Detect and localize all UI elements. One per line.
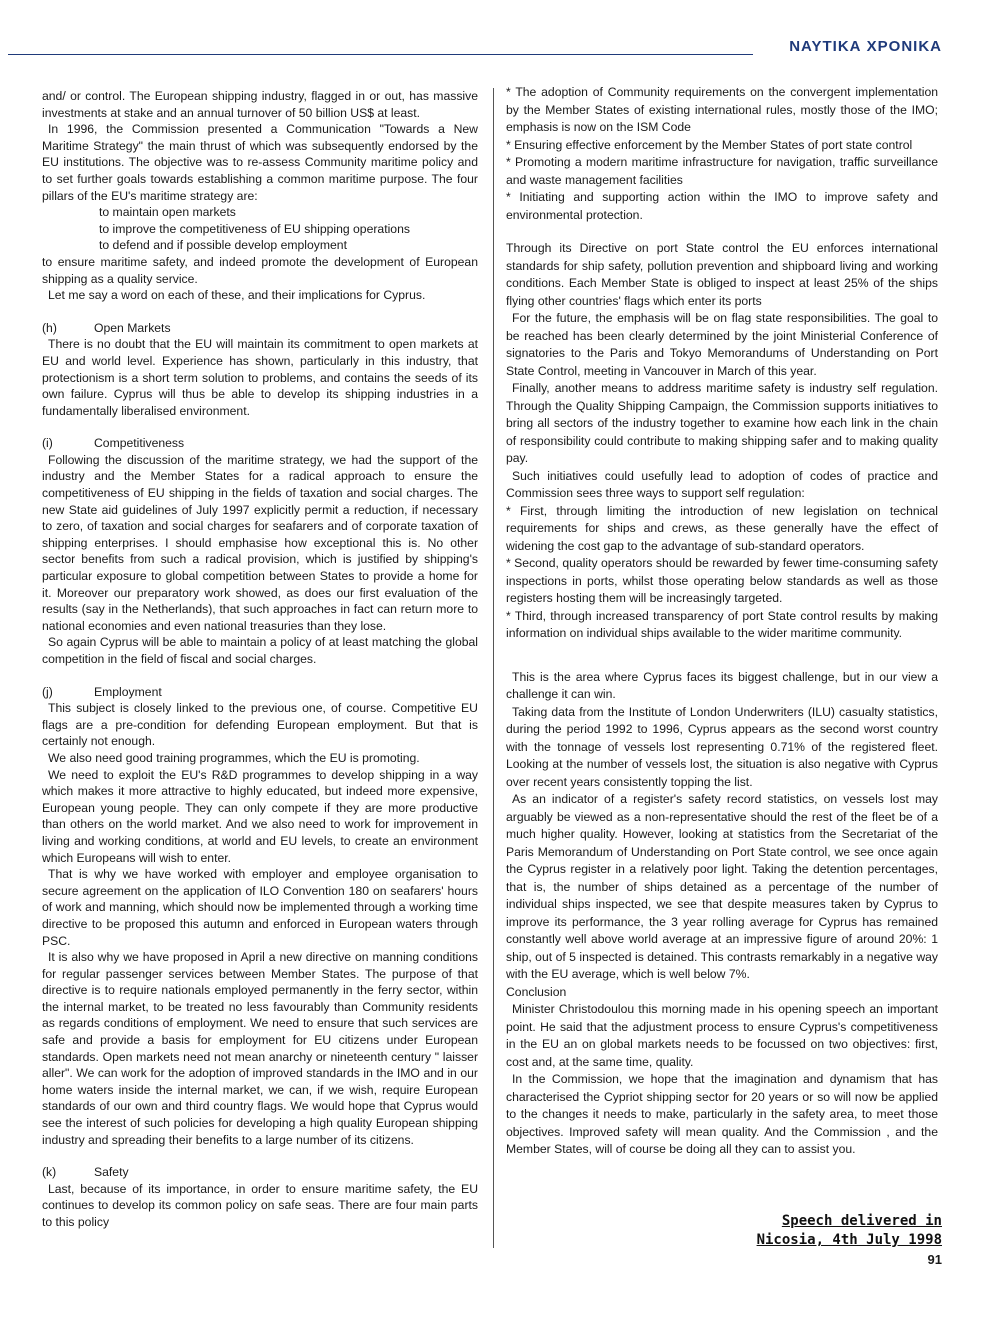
paragraph: Following the discussion of the maritime strategy, we had the support of the industry and the Member States for a radical approach to ensure the competitiveness of EU shipping in the fields of taxation and social charges. The new State aid guidelines of July 1997 explicitly permit a reduction, if necessary to zero, of taxation and social charges for seafarers and of corporate taxation of shipping enterprises. I should emphasise how exceptional this is. No other sector benefits from such a radical provision, which is justified by shipping's particular exposure to global competition between States to provide a home for it. Moreover our preparatory work showed, as does our first evaluation of the results (say in the Netherlands), that such approaches in fact can return more to national economies and even national treasuries than they lose. [42,452,478,633]
paragraph: Finally, another means to address maritime safety is industry self regulation. Through the Quality Shipping Campaign, the Commission supports initiatives to bring all sectors of the industry together to examine how each link in the chain of responsibility could contribute to making shipping safer and to making quality pay. [506,381,938,465]
paragraph: There is no doubt that the EU will maintain its commitment to open markets at EU and world level. Experience has shown, particularly in this industry, that protectionism is a short term solution to problems, and contains the seeds of its own failure. Cyprus will thus be able to develop its shipping industries in a fundamentally liberalised environment. [42,337,478,418]
section-heading-competitiveness [42,435,478,452]
paragraph: In the Commission, we hope that the imagination and dynamism that has characterised the Cypriot shipping sector for 20 years or so will now be applied to the changes it needs to make, particularly in the safety area, to meet those objectives. Improved safety will mean quality. And the Commission , and the Member States, will of course be doing all they can to assist you. [506,1072,938,1156]
left-column [42,88,478,1231]
column-divider [493,88,494,1248]
signature-line: Nicosia, 4th July 1998 [756,1232,942,1248]
pillar-item: to improve the competitiveness of EU shipping operations [99,221,410,236]
pillar-item: to defend and if possible develop employment [99,238,347,253]
section-heading-employment [42,684,478,701]
section-number: (i) [42,436,53,451]
conclusion-heading: Conclusion [506,984,567,999]
paragraph: This subject is closely linked to the previous one, of course. Competitive EU flags are a pre-condition for defending European employment. But that is certainly not enough. [42,701,478,749]
paragraph: So again Cyprus will be able to maintain a policy of at least matching the global competition in the field of fiscal and social charges. [42,635,478,666]
page-number: 91 [927,1252,942,1267]
signature-line: Speech delivered in [781,1213,942,1229]
paragraph: Last, because of its importance, in order to ensure maritime safety, the EU continues to develop its common policy on safe seas. There are four main parts to this policy [42,1181,478,1229]
paragraph: This is the area where Cyprus faces its biggest challenge, but in our view a challenge it can win. [506,669,938,701]
paragraph: As an indicator of a register's safety record statistics, on vessels lost may arguably be viewed as a non-representative should the rest of the fleet be of a much higher quality. However, looking at statistics from the Secretariat of the Paris Memorandum of Understanding on Port State control, we see once again the Cyprus register in a relatively poor light. Taking the detention percentages, that is, the number of ships detained as a percentage of the number of individual ships inspected, we see that despite measures taken by Cyprus to improve its performance, the 3 year rolling average for Cyprus has remained constantly well above world average at an impressive figure of around 20%: 1 ship, out of 5 inspected is detained. This contrasts remarkably in a negative way with the EU average, which is well below 7%. [506,792,938,981]
section-number: (k) [42,1165,57,1180]
pillar-item: to maintain open markets [99,205,236,220]
bullet-item: * Initiating and supporting action within the IMO to improve safety and environmental protection. [506,190,938,222]
section-heading-open-markets [42,320,478,337]
header-rule [8,54,753,55]
bullet-item: * Ensuring effective enforcement by the Member States of port state control [506,137,913,152]
paragraph: Such initiatives could usefully lead to adoption of codes of practice and Commission sees three ways to support self regulation: [506,468,938,500]
paragraph: to ensure maritime safety, and indeed promote the development of European shipping as a quality service. [42,254,478,286]
section-title: Open Markets [94,320,171,335]
paragraph: We also need good training programmes, which the EU is promoting. [48,750,420,765]
paragraph: Let me say a word on each of these, and their implications for Cyprus. [48,288,426,303]
paragraph: Minister Christodoulou this morning made in his opening speech an important point. He said that the adjustment process to ensure Cyprus's competitiveness in the EU an on global markets needs to be focussed on two objectives: first, cost and, at the same time, quality. [506,1002,938,1069]
section-title: Safety [94,1165,129,1180]
section-title: Competitiveness [94,436,185,451]
paragraph: That is why we have worked with employer and employee organisation to secure agreement on the application of ILO Convention 180 on seafarers' hours of work and manning, which should now be implemented through a working time directive to be proposed this autumn and enforced in European waters through PSC. [42,867,478,948]
paragraph: Through its Directive on port State control the EU enforces international standards for ship safety, pollution prevention and shipboard living and working conditions. Each Member State is obliged to inspect at least 25% of the ships flying other countries' flags which enter its ports [506,241,938,308]
paragraph: In 1996, the Commission presented a Communication "Towards a New Maritime Strategy" the main thrust of which was subsequently endorsed by the EU institutions. The objective was to re-assess Community maritime policy and to set further goals towards establishing a common maritime purpose. The four pillars of the EU's maritime strategy are: [42,122,478,203]
paragraph: For the future, the emphasis will be on flag state responsibilities. The goal to be reached has been clearly determined by the joint Ministerial Conference of signatories to the Paris and Tokyo Memorandums of Understanding on Port State Control, meeting in Vancouver in March of this year. [506,311,938,378]
bullet-item: * Second, quality operators should be rewarded by fewer time-consuming safety inspections in ports, whilst those operating below standards as well as those registers hosting them will be increasingly targeted. [506,556,938,605]
bullet-item: * Third, through increased transparency of port State control results by making information on individual ships available to the wider maritime community. [506,608,938,640]
bullet-item: * First, through limiting the introduction of new legislation on technical requirements for ships and crews, as these generally have the effect of widening the cost gap to the advantage of sub-standard operators. [506,503,938,553]
speech-signature [757,1212,942,1250]
paragraph: and/ or control. The European shipping industry, flagged in or out, has massive investments at stake and an annual turnover of 50 billion US$ at least. [42,89,478,120]
section-number: (h) [42,320,57,335]
bullet-item: * Promoting a modern maritime infrastructure for navigation, traffic surveillance and waste management facilities [506,155,938,187]
bullet-item: * The adoption of Community requirements on the convergent implementation by the Member States of existing international rules, mostly those of the IMO; emphasis is now on the ISM Code [506,85,938,134]
section-number: (j) [42,684,53,699]
paragraph: Taking data from the Institute of London Underwriters (ILU) casualty statistics, during the period 1992 to 1996, Cyprus appears as the second worst country with the tonnage of vessels lost representing 0.71% of the registered fleet. Looking at the number of vessels lost, the situation is also negative with Cyprus over recent years consistently topping the list. [506,704,938,789]
magazine-title: ΝΑΥΤΙΚΑ ΧΡΟΝΙΚΑ [789,38,942,55]
section-title: Employment [94,684,162,699]
paragraph: We need to exploit the EU's R&D programmes to develop shipping in a way which makes it more attractive to highly educated, but indeed more expensive, European young people. They can only compete if they are more productive than others on the world market. And we also need to work for improvement in living and working conditions, at world and EU levels, to create an environment which Europeans will wish to enter. [42,767,478,865]
section-heading-safety [42,1164,478,1181]
right-column [506,84,938,1159]
paragraph: It is also why we have proposed in April a new directive on manning conditions for regular passenger services between Member States. The purpose of that directive is to require nationals employed permanently in the ferry sector, within the internal market, to be treated no less favourably than Community residents as regards conditions of employment. We need to ensure that such services are safe and provide a basis for employment for EU citizens under European standards. Open markets need not mean anarchy or nineteenth century " laisser aller". We can work for the adoption of improved standards in the IMO and in our home waters inside the internal market, we can, if we wish, require European standards of our own and third country flags. We would hope that Cyprus would see the interest of such policies for developing a high quality European shipping industry and spreading their benefits to a large number of its citizens. [42,950,478,1147]
